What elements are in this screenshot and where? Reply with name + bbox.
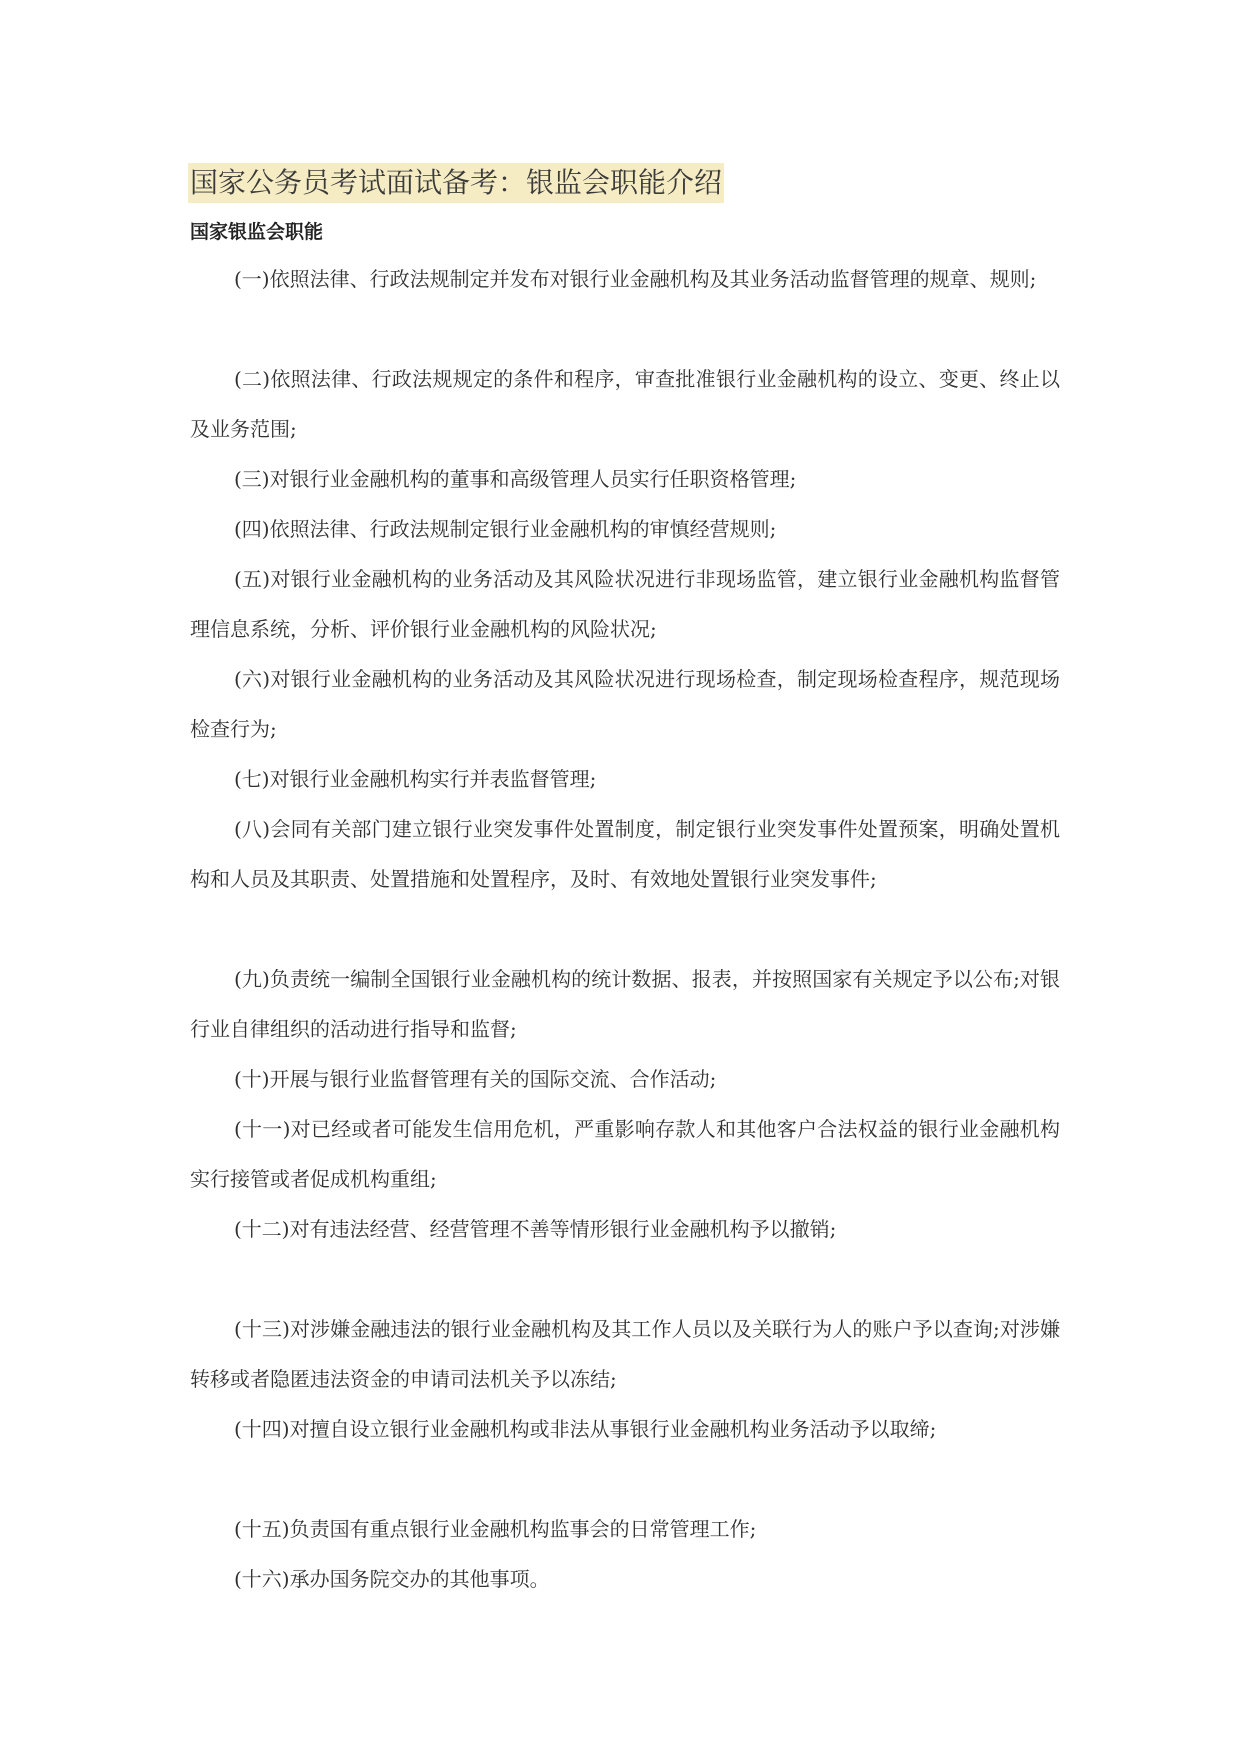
list-item: (十五)负责国有重点银行业金融机构监事会的日常管理工作;	[234, 1517, 757, 1541]
page-title: 国家公务员考试面试备考：银监会职能介绍	[188, 163, 724, 203]
list-item: (八)会同有关部门建立银行业突发事件处置制度，制定银行业突发事件处置预案，明确处置机构和人员及其职责、处置措施和处置程序，及时、有效地处置银行业突发事件;	[190, 817, 1060, 891]
list-item: (五)对银行业金融机构的业务活动及其风险状况进行非现场监管，建立银行业金融机构监督管理信息系统，分析、评价银行业金融机构的风险状况;	[190, 567, 1060, 641]
list-item: (六)对银行业金融机构的业务活动及其风险状况进行现场检查，制定现场检查程序，规范现场检查行为;	[190, 667, 1060, 741]
list-item: (九)负责统一编制全国银行业金融机构的统计数据、报表，并按照国家有关规定予以公布;对银行业自律组织的活动进行指导和监督;	[190, 967, 1060, 1041]
list-item: (十四)对擅自设立银行业金融机构或非法从事银行业金融机构业务活动予以取缔;	[234, 1417, 937, 1441]
list-item: (三)对银行业金融机构的董事和高级管理人员实行任职资格管理;	[234, 467, 797, 491]
list-item: (十六)承办国务院交办的其他事项。	[234, 1567, 550, 1591]
list-item: (四)依照法律、行政法规制定银行业金融机构的审慎经营规则;	[234, 517, 777, 541]
list-item: (十二)对有违法经营、经营管理不善等情形银行业金融机构予以撤销;	[234, 1217, 837, 1241]
list-item: (一)依照法律、行政法规制定并发布对银行业金融机构及其业务活动监督管理的规章、规则;	[234, 267, 1037, 291]
list-item: (十一)对已经或者可能发生信用危机，严重影响存款人和其他客户合法权益的银行业金融机构实行接管或者促成机构重组;	[190, 1117, 1060, 1191]
list-item: (七)对银行业金融机构实行并表监督管理;	[234, 767, 597, 791]
list-item: (十三)对涉嫌金融违法的银行业金融机构及其工作人员以及关联行为人的账户予以查询;对涉嫌转移或者隐匿违法资金的申请司法机关予以冻结;	[190, 1317, 1060, 1391]
title-highlight	[188, 163, 724, 203]
list-item: (二)依照法律、行政法规规定的条件和程序，审查批准银行业金融机构的设立、变更、终止以及业务范围;	[190, 367, 1060, 441]
list-item: (十)开展与银行业监督管理有关的国际交流、合作活动;	[234, 1067, 717, 1091]
section-heading: 国家银监会职能	[190, 221, 324, 243]
